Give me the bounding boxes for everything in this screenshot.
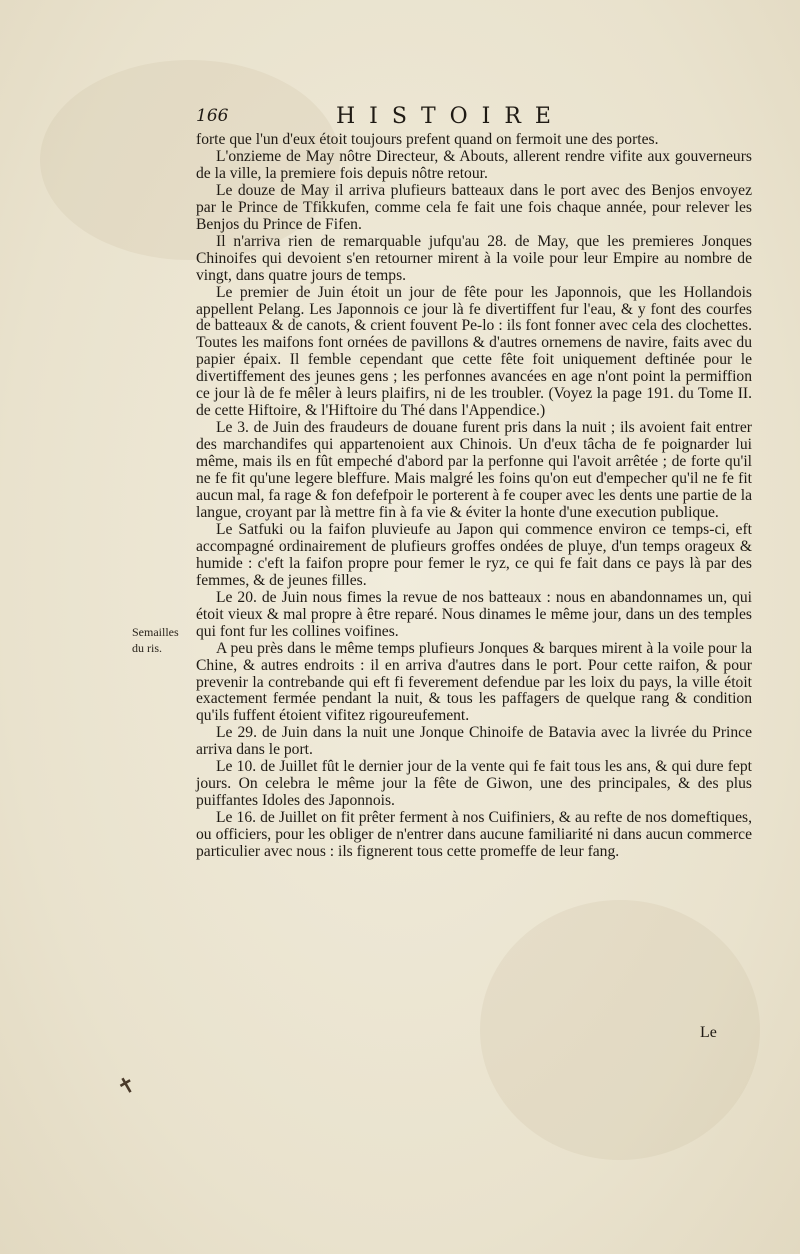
paragraph: Le douze de May il arriva plufieurs batteaux dans le port avec des Benjos envoyez par le Prince de Tfikkufen, comme cela fe fait une fois chaque année, pour relever les Benjos du Prince de Fifen. (196, 181, 752, 233)
ink-mark-icon: ✝ (112, 1071, 142, 1102)
paragraph: Le 3. de Juin des fraudeurs de douane furent pris dans la nuit ; ils avoient fait entrer des marchandifes qui appartenoient aux Chinois. Un d'eux tâcha de fe poignarder lui même, mais ils en fût empeché d'abord par la perfonne qui l'avoit arrêtée ; de forte qu'il ne fe fit qu'une legere bleffure. Mais malgré les foins qu'on eut d'empecher qu'il ne fe fit aucun mal, fa rage & fon defefpoir le porterent à fe couper avec les dents une partie de la langue, croyant par là mettre fin à fa vie & éviter la honte d'une execution publique. (196, 419, 752, 521)
margin-note-line: du ris. (132, 641, 162, 655)
paragraph: Le Satfuki ou la faifon pluvieufe au Japon qui commence environ ce temps-ci, eft accompagné ordinairement de plufieurs groffes ondées de pluye, d'un temps orageux & humide : c'eft la faifon propre pour femer le ryz, ce qui fe fait dans ce pays là par des femmes, & de jeunes filles. (196, 520, 752, 589)
margin-note (132, 624, 192, 656)
catchword: Le (700, 1024, 717, 1041)
paragraph: forte que l'un d'eux étoit toujours prefent quand on fermoit une des portes. (196, 131, 659, 148)
paragraph: Le 29. de Juin dans la nuit une Jonque Chinoife de Batavia avec la livrée du Prince arriva dans le port. (196, 724, 752, 759)
page-number: 166 (196, 106, 229, 126)
page-header (196, 104, 752, 130)
body-text (196, 132, 752, 861)
paragraph: A peu près dans le même temps plufieurs Jonques & barques mirent à la voile pour la Chine, & autres endroits : il en arriva d'autres dans le port. Pour cette raifon, & pour prevenir la contrebande qui eft fi feverement defendue par les loix du pays, la ville étoit exactement fermée pendant la nuit, & tous les paffagers de quelque rang & condition qu'ils fuffent étoient vifitez rigoureufement. (196, 639, 752, 725)
running-title: HISTOIRE (336, 104, 565, 129)
paragraph: Le 16. de Juillet on fit prêter ferment à nos Cuifiniers, & au refte de nos domeftiques, ou officiers, pour les obliger de n'entrer dans aucune familiarité ni dans aucun commerce particulier avec nous : ils fignerent tous cette promeffe de leur fang. (196, 809, 752, 861)
paragraph: Le premier de Juin étoit un jour de fête pour les Japonnois, que les Hollandois appellent Pelang. Les Japonnois ce jour là fe divertiffent fur l'eau, & y font des courfes de batteaux & de canots, & crient fouvent Pe-lo : ils font fonner avec cela des clochettes. Toutes les maifons font ornées de pavillons & d'autres ornemens de navire, faits avec du papier épaix. Il femble cependant que cette fête foit uniquement deftinée pour le divertiffement des jeunes gens ; les perfonnes avancées en age n'ont point la permiffion ce jour là de fe mêler à leurs plaifirs, ni de les troubler. (Voyez la page 191. du Tome II. de cette Hiftoire, & l'Hiftoire du Thé dans l'Appendice.) (196, 283, 752, 420)
paragraph: Le 20. de Juin nous fimes la revue de nos batteaux : nous en abandonnames un, qui étoit vieux & mal propre à être reparé. Nous dinames le même jour, dans un des temples qui font fur les collines voifines. (196, 588, 752, 640)
paragraph: Il n'arriva rien de remarquable jufqu'au 28. de May, que les premieres Jonques Chinoifes qui devoient s'en retourner mirent à la voile pour leur Empire au nombre de vingt, dans quatre jours de temps. (196, 232, 752, 284)
paragraph: L'onzieme de May nôtre Directeur, & Abouts, allerent rendre vifite aux gouverneurs de la ville, la premiere fois depuis nôtre retour. (196, 147, 752, 182)
paragraph: Le 10. de Juillet fût le dernier jour de la vente qui fe fait tous les ans, & qui dure fept jours. On celebra le même jour la fête de Giwon, une des principales, & des plus puiffantes Idoles des Japonnois. (196, 758, 752, 810)
margin-note-line: Semailles (132, 625, 179, 639)
paper-stain (480, 900, 760, 1160)
